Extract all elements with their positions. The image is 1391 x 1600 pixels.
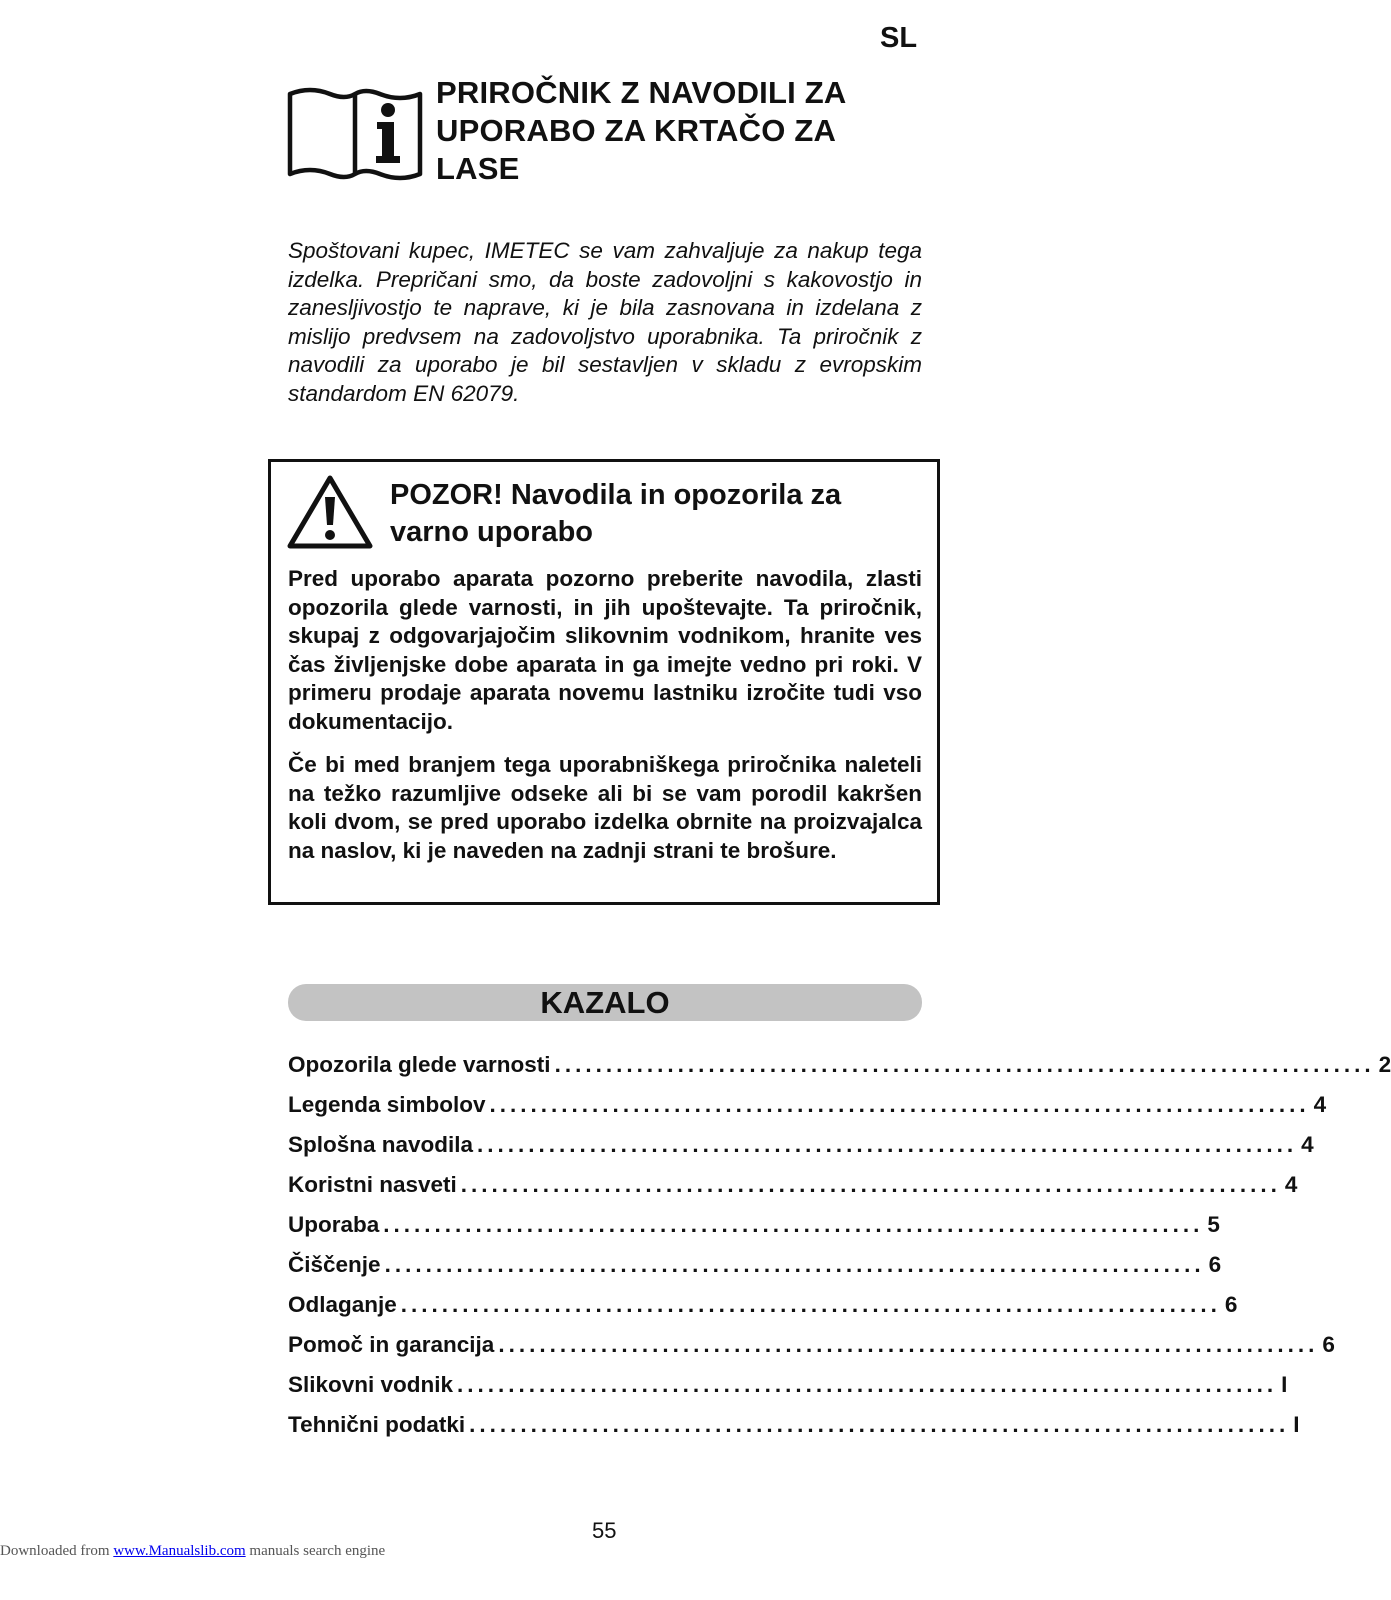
toc-entry[interactable] (288, 1132, 1314, 1172)
toc-dot-leader: ................................................................................ (469, 1412, 1290, 1437)
warning-title: POZOR! Navodila in opozorila za varno uporabo (390, 479, 842, 548)
toc-entry-label: Koristni nasveti (288, 1172, 457, 1197)
toc-dot-leader: ................................................................................ (460, 1172, 1281, 1197)
toc-entry-label: Pomoč in garancija (288, 1332, 495, 1357)
toc-entry-page: 4 (1313, 1092, 1327, 1117)
toc-dot-leader: ................................................................................ (489, 1092, 1310, 1117)
toc-entry[interactable] (288, 1292, 1238, 1332)
language-code: SL (880, 22, 918, 54)
toc-entry-label: Čiščenje (288, 1252, 381, 1277)
document-title: PRIROČNIK Z NAVODILI ZA UPORABO ZA KRTAČO ZA LASE (436, 75, 846, 186)
toc-entry-label: Odlaganje (288, 1292, 397, 1317)
footer-suffix: manuals search engine (245, 1543, 386, 1559)
toc-entry-page: 5 (1207, 1212, 1220, 1237)
manualslib-link[interactable]: www.Manualslib.com (113, 1543, 246, 1559)
toc-dot-leader: ................................................................................ (498, 1332, 1319, 1357)
toc-entry-page: 2 (1378, 1052, 1391, 1077)
toc-entry-page: 6 (1224, 1292, 1238, 1317)
toc-entry[interactable] (288, 1372, 1288, 1412)
toc-entry-page: 4 (1284, 1172, 1298, 1197)
intro-paragraph: Spoštovani kupec, IMETEC se vam zahvaljuje za nakup tega izdelka. Prepričani smo, da boste zadovoljni s kakovostjo in zanesljivostjo te naprave, ki je bila zasnovana in izdelana z mislijo predvsem na zadovoljstvo uporabnika. Ta priročnik z navodili za uporabo je bil sestavljen v skladu z evropskim standardom EN 62079. (288, 238, 922, 406)
footer-prefix: Downloaded from (0, 1543, 114, 1559)
toc-entry-page: 6 (1322, 1332, 1335, 1357)
warning-paragraph-2: Če bi med branjem tega uporabniškega priročnika naleteli na težko razumljive odseke ali bi se vam porodil kakršen koli dvom, se pred uporabo izdelka obrnite na proizvajalca na naslov, ki je naveden na zadnji strani te brošure. (288, 752, 922, 863)
toc-dot-leader: ................................................................................ (554, 1052, 1375, 1077)
toc-entry-label: Tehnični podatki (288, 1412, 466, 1437)
manual-info-icon (285, 84, 425, 182)
toc-entry[interactable] (288, 1172, 1298, 1212)
toc-entry-page: I (1281, 1372, 1288, 1397)
toc-entry[interactable] (288, 1052, 1391, 1092)
toc-entry-label: Slikovni vodnik (288, 1372, 454, 1397)
toc-entry-label: Splošna navodila (288, 1132, 474, 1157)
toc-dot-leader: ................................................................................ (400, 1292, 1221, 1317)
toc-dot-leader: ................................................................................ (383, 1212, 1204, 1237)
page-number: 55 (592, 1518, 617, 1543)
toc-entry[interactable] (288, 1332, 1335, 1372)
toc-entry-page: 6 (1208, 1252, 1222, 1277)
toc-entry-page: I (1293, 1412, 1300, 1437)
warning-paragraph-1: Pred uporabo aparata pozorno preberite navodila, zlasti opozorila glede varnosti, in jih upoštevajte. Ta priročnik, skupaj z odgovarjajočim slikovnim vodnikom, hranite ves čas življenjske dobe aparata in ga imejte vedno pri roki. V primeru prodaje aparata novemu lastniku izročite tudi vso dokumentacijo. (288, 566, 922, 734)
toc-entry[interactable] (288, 1212, 1220, 1252)
toc-entry-label: Opozorila glede varnosti (288, 1052, 551, 1077)
toc-entry-page: 4 (1301, 1132, 1314, 1157)
toc-dot-leader: ................................................................................ (457, 1372, 1278, 1397)
toc-entry[interactable] (288, 1412, 1300, 1452)
toc-entry[interactable] (288, 1252, 1222, 1292)
toc-entry[interactable] (288, 1092, 1327, 1132)
toc-entry-label: Uporaba (288, 1212, 380, 1237)
warning-triangle-icon (286, 473, 374, 551)
table-of-contents (288, 1052, 1391, 1452)
toc-dot-leader: ................................................................................ (477, 1132, 1298, 1157)
toc-entry-label: Legenda simbolov (288, 1092, 486, 1117)
download-footer (0, 1543, 385, 1560)
toc-dot-leader: ................................................................................ (384, 1252, 1205, 1277)
toc-heading: KAZALO (288, 984, 922, 1021)
